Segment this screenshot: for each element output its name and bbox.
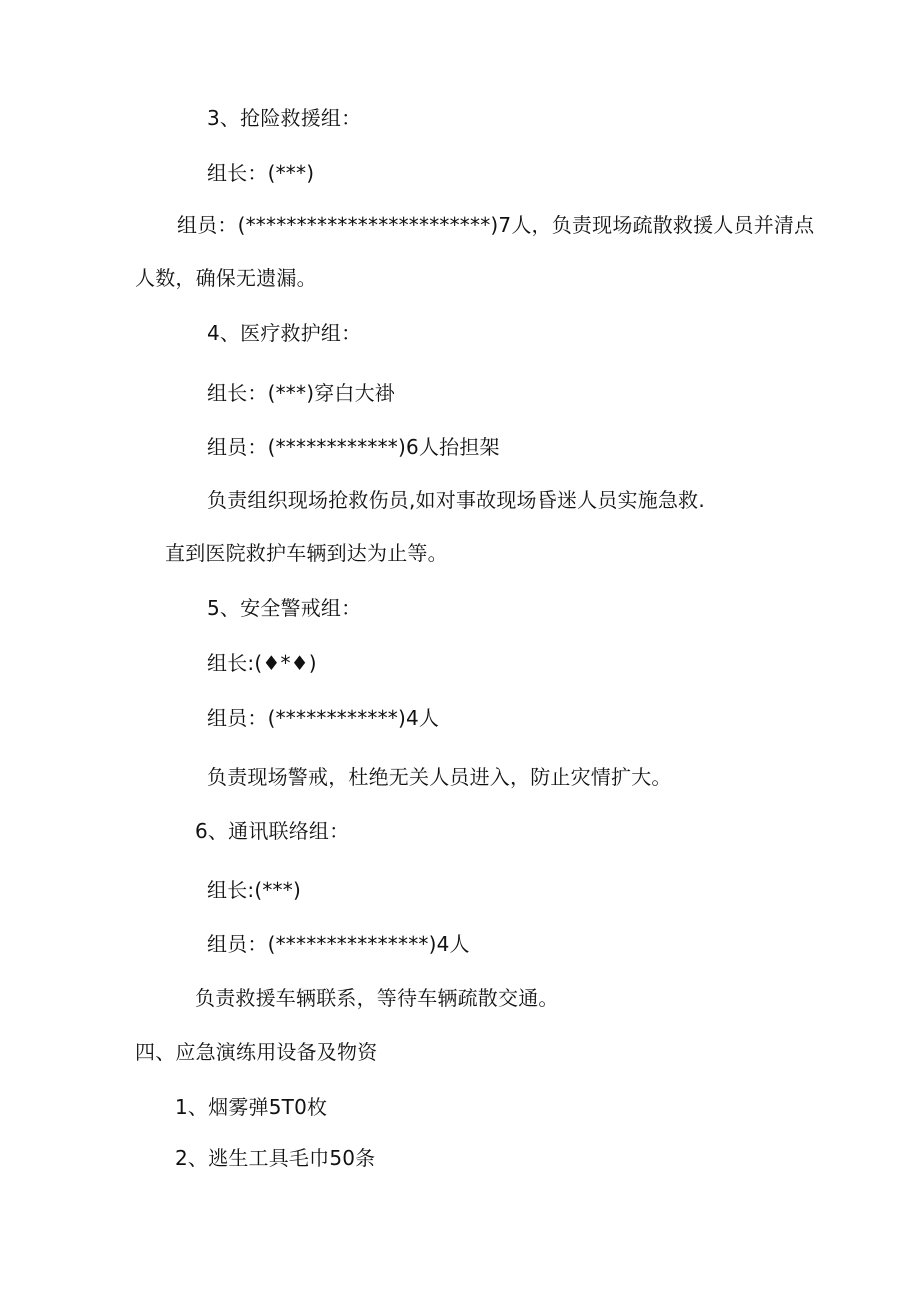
rescue-group-members-continued: 人数，确保无遗漏。 (135, 266, 317, 290)
section-heading-security-group: 5、安全警戒组： (207, 596, 362, 620)
equipment-item-1: 1、烟雾弹5T0枚 (175, 1095, 328, 1119)
equipment-item-2: 2、逃生工具毛巾50条 (175, 1146, 376, 1170)
medical-group-duty: 负责组织现场抢救伤员,如对事故现场昏迷人员实施急救. (207, 488, 705, 512)
security-group-members: 组员：(************)4人 (207, 706, 440, 730)
medical-group-duty-continued: 直到医院救护车辆到达为止等。 (165, 541, 448, 565)
rescue-group-members: 组员：(************************)7人，负责现场疏散救援人员并清点 (177, 213, 815, 237)
medical-group-leader: 组长：(***)穿白大褂 (207, 381, 396, 405)
communication-group-members: 组员：(***************)4人 (207, 932, 470, 956)
communication-group-duty: 负责救援车辆联系，等待车辆疏散交通。 (195, 986, 559, 1010)
security-group-duty: 负责现场警戒，杜绝无关人员进入，防止灾情扩大。 (207, 765, 672, 789)
medical-group-members: 组员：(************)6人抬担架 (207, 435, 500, 459)
rescue-group-leader: 组长：(***) (207, 161, 315, 185)
section-heading-communication-group: 6、通讯联络组： (195, 819, 350, 843)
security-group-leader: 组长:(♦*♦) (207, 651, 317, 675)
section-heading-equipment: 四、应急演练用设备及物资 (135, 1040, 378, 1064)
section-heading-medical-group: 4、医疗救护组： (207, 321, 362, 345)
communication-group-leader: 组长:(***) (207, 878, 301, 902)
section-heading-rescue-group: 3、抢险救援组： (207, 106, 362, 130)
